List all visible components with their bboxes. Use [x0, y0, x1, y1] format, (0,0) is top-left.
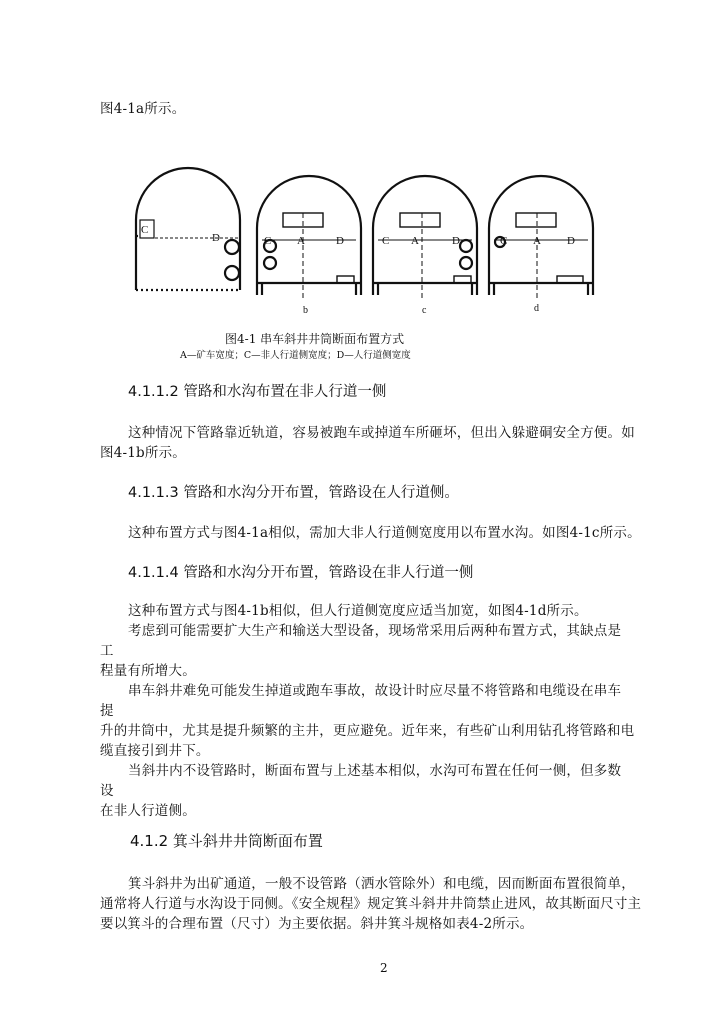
dim-c-label-c: C	[382, 235, 390, 247]
paragraph-line: 要以箕斗的合理布置（尺寸）为主要依据。斜井箕斗规格如表4-2所示。	[100, 916, 534, 932]
paragraph-line: 这种情况下管路靠近轨道，容易被跑车或掉道车所砸坏，但出入躲避硐安全方便。如	[128, 425, 635, 441]
figure-legend: A—矿车宽度；C—非人行道侧宽度；D—人行道侧宽度	[180, 350, 411, 361]
paragraph-line: 提	[100, 703, 114, 719]
shaft-a	[136, 168, 240, 290]
figure-caption: 图4-1 串车斜井井筒断面布置方式	[225, 332, 405, 346]
paragraph-line: 串车斜井难免可能发生掉道或跑车事故，故设计时应尽量不将管路和电缆设在串车	[128, 683, 622, 699]
section-heading: 4.1.1.4 管路和水沟分开布置，管路设在非人行道一侧	[128, 565, 474, 581]
dim-c-label-d: C	[500, 235, 508, 247]
dim-d-label-d: D	[567, 235, 575, 247]
paragraph-line: 当斜井内不设管路时，断面布置与上述基本相似，水沟可布置在任何一侧，但多数	[128, 763, 622, 779]
dim-c-label-a: C	[141, 224, 149, 236]
dim-a-label-b: A	[297, 235, 305, 247]
paragraph-line: 这种布置方式与图4-1a相似，需加大非人行道侧宽度用以布置水沟。如图4-1c所示。	[128, 525, 641, 541]
subsection-heading: 4.1.2 箕斗斜井井筒断面布置	[130, 832, 323, 850]
dim-a-label-c: A	[411, 235, 419, 247]
paragraph-line: 工	[100, 643, 114, 659]
section-heading: 4.1.1.2 管路和水沟布置在非人行道一侧	[128, 384, 387, 400]
paragraph-line: 考虑到可能需要扩大生产和输送大型设备，现场常采用后两种布置方式，其缺点是	[128, 623, 622, 639]
paragraph-line: 通常将人行道与水沟设于同侧。《安全规程》规定箕斗斜井井筒禁止进风，故其断面尺寸主	[100, 896, 642, 912]
paragraph-line: 这种布置方式与图4-1b相似，但人行道侧宽度应适当加宽，如图4-1d所示。	[128, 603, 588, 619]
paragraph-line: 箕斗斜井为出矿通道，一般不设管路（洒水管除外）和电缆，因而断面布置很简单，	[128, 876, 635, 892]
dim-d-label-c: D	[452, 235, 460, 247]
paragraph-line: 程量有所增大。	[100, 663, 196, 679]
paragraph-line: 在非人行道侧。	[100, 803, 196, 819]
intro-line: 图4-1a所示。	[100, 101, 186, 117]
section-heading: 4.1.1.3 管路和水沟分开布置，管路设在人行道侧。	[128, 485, 459, 501]
paragraph-line: 设	[100, 783, 114, 799]
paragraph-line: 升的井筒中，尤其是提升频繁的主井，更应避免。近年来，有些矿山利用钻孔将管路和电	[100, 723, 635, 739]
dim-d-label-a: D	[212, 232, 220, 244]
shaft-section-figure	[0, 0, 725, 360]
sublabel-d: d	[534, 303, 539, 314]
page-number: 2	[380, 961, 388, 975]
shaft-b	[257, 176, 361, 300]
paragraph-line: 图4-1b所示。	[100, 445, 186, 461]
dim-d-label-b: D	[336, 235, 344, 247]
sublabel-c: c	[422, 305, 427, 316]
dim-c-label-b: C	[264, 235, 272, 247]
sublabel-b: b	[303, 305, 308, 316]
dim-a-label-d: A	[533, 235, 541, 247]
paragraph-line: 缆直接引到井下。	[100, 743, 210, 759]
